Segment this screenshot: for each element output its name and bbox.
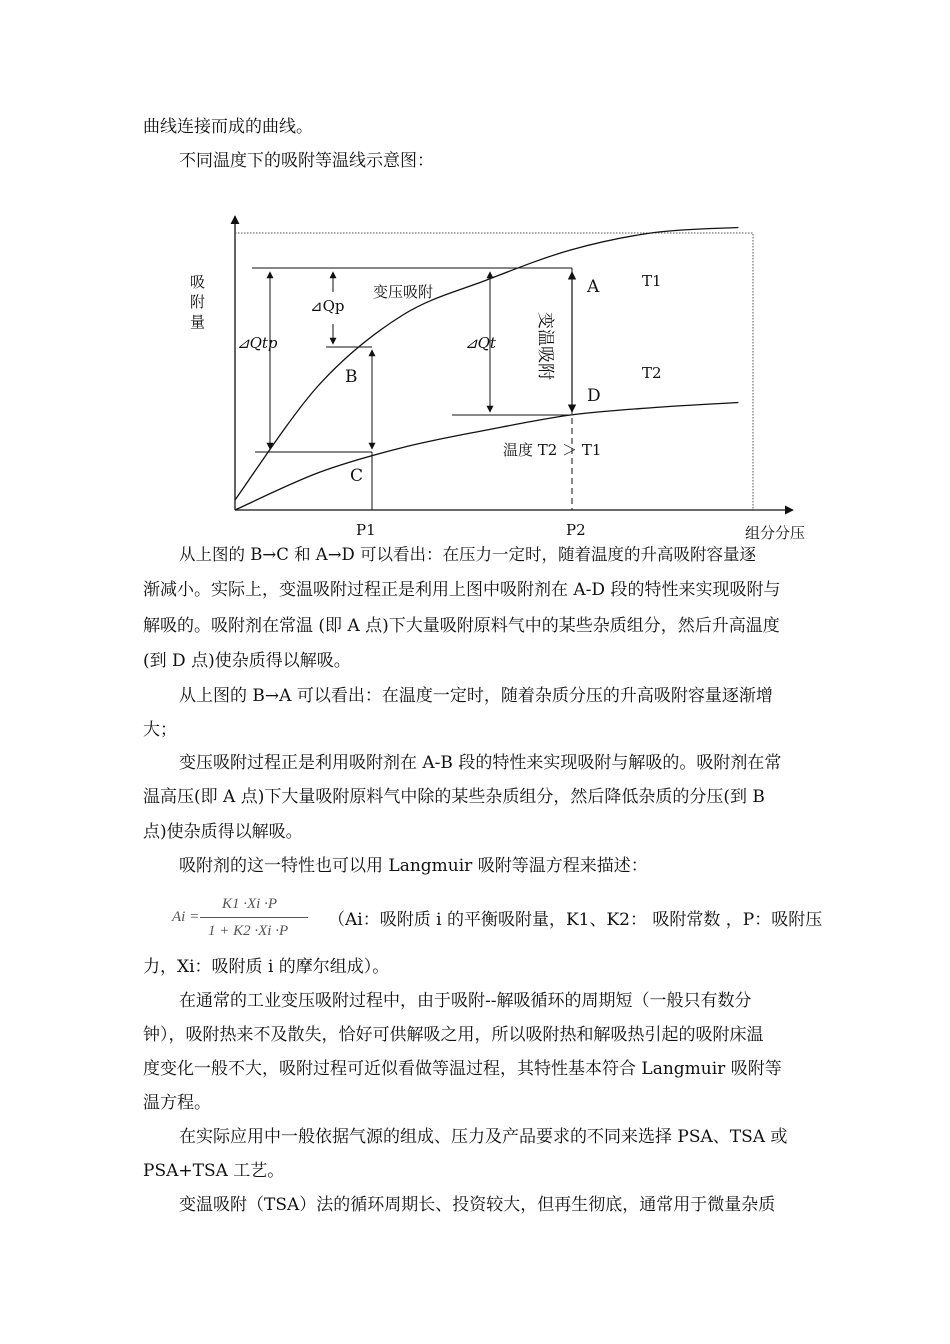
curve-label-T2: T2 bbox=[642, 364, 662, 382]
text-line: 不同温度下的吸附等温线示意图： bbox=[179, 151, 434, 171]
formula-numerator: K1 ·Xi ·P bbox=[222, 896, 277, 912]
x-tick-P1: P1 bbox=[356, 521, 376, 539]
curve-label-T1: T1 bbox=[642, 272, 662, 290]
formula-lhs: Ai = bbox=[172, 909, 200, 925]
y-axis-label-2: 附 bbox=[190, 293, 206, 311]
text-line: 从上图的 B→C 和 A→D 可以看出：在压力一定时，随着温度的升高吸附容量逐 bbox=[179, 545, 757, 564]
text-line: 度变化一般不大，吸附过程可近似看做等温过程，其特性基本符合 Langmuir 吸附等 bbox=[143, 1059, 782, 1079]
annotation-dQt: ⊿Qt bbox=[465, 334, 496, 352]
text-line: 在通常的工业变压吸附过程中，由于吸附--解吸循环的周期短（一般只有数分 bbox=[179, 991, 752, 1011]
point-label-D: D bbox=[587, 386, 601, 406]
frame-border bbox=[235, 233, 753, 510]
text-line: 在实际应用中一般依据气源的组成、压力及产品要求的不同来选择 PSA、TSA 或 bbox=[179, 1127, 788, 1147]
text-line: 点)使杂质得以解吸。 bbox=[143, 822, 303, 842]
text-line: 力，Xi：吸附质 i 的摩尔组成）。 bbox=[143, 957, 390, 977]
fraction-bar bbox=[200, 917, 308, 918]
x-tick-P2: P2 bbox=[566, 521, 586, 539]
y-axis-label-3: 量 bbox=[190, 313, 206, 331]
formula-denominator: 1 + K2 ·Xi ·P bbox=[208, 923, 289, 939]
annotation-temperature-swing: 变温吸附 bbox=[535, 312, 555, 380]
point-label-C: C bbox=[350, 466, 364, 486]
text-line: 温高压(即 A 点)下大量吸附原料气中除的某些杂质组分，然后降低杂质的分压(到 B bbox=[143, 787, 765, 807]
point-label-B: B bbox=[345, 367, 358, 387]
annotation-dQtp: ⊿Qtp bbox=[237, 334, 278, 352]
point-label-A: A bbox=[587, 277, 600, 297]
text-line: 变温吸附（TSA）法的循环周期长、投资较大，但再生彻底，通常用于微量杂质 bbox=[179, 1195, 776, 1215]
annotation-pressure-swing: 变压吸附 bbox=[373, 283, 434, 301]
annotation-dQp: ⊿Qp bbox=[310, 297, 345, 315]
x-axis-label: 组分分压 bbox=[745, 524, 806, 542]
text-line: 曲线连接而成的曲线。 bbox=[143, 117, 313, 137]
y-axis-label-1: 吸 bbox=[190, 273, 206, 291]
text-line: （Ai：吸附质 i 的平衡吸附量，K1、K2： 吸附常数 ，P：吸附压 bbox=[328, 910, 823, 930]
text-line: 渐减小。实际上，变温吸附过程正是利用上图中吸附剂在 A-D 段的特性来实现吸附与 bbox=[143, 580, 781, 600]
text-line: 吸附剂的这一特性也可以用 Langmuir 吸附等温方程来描述： bbox=[179, 856, 648, 876]
text-line: 变压吸附过程正是利用吸附剂在 A-B 段的特性来实现吸附与解吸的。吸附剂在常 bbox=[179, 753, 782, 773]
text-line: 大； bbox=[143, 720, 177, 740]
text-line: PSA+TSA 工艺。 bbox=[143, 1161, 285, 1181]
text-line: 钟），吸附热来不及散失，恰好可供解吸之用，所以吸附热和解吸热引起的吸附床温 bbox=[143, 1025, 764, 1045]
text-line: 解吸的。吸附剂在常温 (即 A 点)下大量吸附原料气中的某些杂质组分，然后升高温度 bbox=[143, 616, 780, 636]
text-line: 温方程。 bbox=[143, 1093, 211, 1113]
isotherm-figure bbox=[0, 0, 950, 560]
text-line: 从上图的 B→A 可以看出：在温度一定时，随着杂质分压的升高吸附容量逐渐增 bbox=[179, 686, 773, 706]
annotation-temperature-relation: 温度 T2 ＞ T1 bbox=[503, 441, 602, 459]
series-line-T2 bbox=[235, 403, 738, 511]
langmuir-formula bbox=[172, 893, 317, 945]
text-line: (到 D 点)使杂质得以解吸。 bbox=[143, 651, 351, 671]
